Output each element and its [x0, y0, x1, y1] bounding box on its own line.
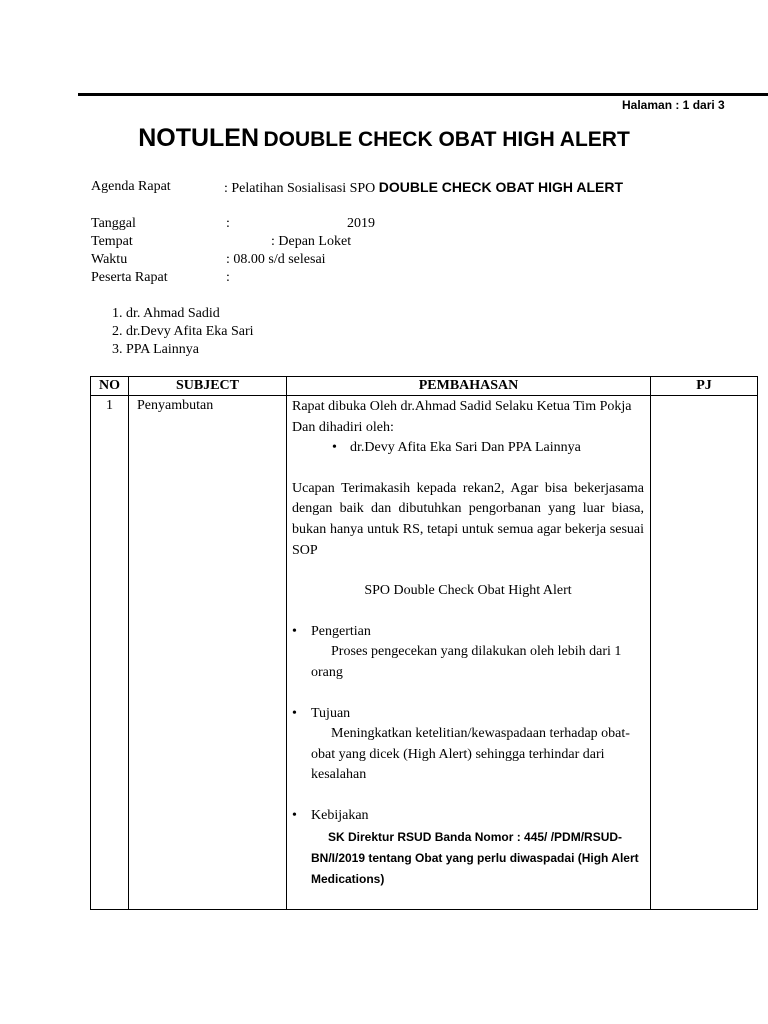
participant-item: 3. PPA Lainnya: [112, 342, 199, 357]
title-lead: NOTULEN: [138, 124, 260, 152]
peserta-colon: :: [226, 270, 230, 285]
header-pembahasan: PEMBAHASAN: [287, 377, 651, 396]
tanggal-value: 2019: [347, 216, 375, 231]
tempat-label: Tempat: [91, 234, 133, 249]
attendees-bullet: • dr.Devy Afita Eka Sari Dan PPA Lainnya: [292, 438, 644, 459]
table-row: [91, 396, 758, 910]
tempat-value: : Depan Loket: [271, 234, 352, 249]
agenda-value: : Pelatihan Sosialisasi SPO: [224, 181, 376, 196]
minutes-table: [90, 376, 758, 910]
header-pj: PJ: [651, 377, 758, 396]
title-rest: DOUBLE CHECK OBAT HIGH ALERT: [263, 128, 630, 151]
row-pj: [651, 396, 758, 910]
agenda-label: Agenda Rapat: [91, 179, 171, 194]
tanggal-colon: :: [226, 216, 230, 231]
table-header-row: [91, 377, 758, 396]
tujuan-text: Meningkatkan ketelitian/kewaspadaan terhadap obat-obat yang dicek (High Alert) sehingga terhindar dari kesalahan: [311, 726, 630, 783]
tanggal-label: Tanggal: [91, 216, 136, 231]
waktu-value: : 08.00 s/d selesai: [226, 252, 326, 267]
participant-item: 1. dr. Ahmad Sadid: [112, 306, 220, 321]
row-no: 1: [91, 396, 129, 910]
thanks-text: Ucapan Terimakasih kepada rekan2, Agar bisa bekerjasama dengan baik dan dibutuhkan pengorbanan yang luar biasa, bukan hanya untuk RS, tetapi untuk semua agar bekerja sesuai SOP: [292, 480, 644, 558]
page-number: Halaman : 1 dari 3: [622, 98, 725, 112]
header-rule: [78, 93, 768, 96]
waktu-label: Waktu: [91, 252, 128, 267]
kebijakan-label: • Kebijakan: [292, 806, 644, 827]
participant-list: [112, 305, 254, 359]
header-subject: SUBJECT: [129, 377, 287, 396]
participant-item: 2. dr.Devy Afita Eka Sari: [112, 324, 254, 339]
tujuan-label: • Tujuan: [292, 704, 644, 725]
row-subject: Penyambutan: [129, 396, 287, 910]
agenda-value-bold: DOUBLE CHECK OBAT HIGH ALERT: [378, 179, 624, 195]
pengertian-text: Proses pengecekan yang dilakukan oleh lebih dari 1 orang: [311, 644, 622, 680]
row-pembahasan: [287, 396, 651, 910]
header-no: NO: [91, 377, 129, 396]
peserta-label: Peserta Rapat: [91, 270, 168, 285]
spo-heading: SPO Double Check Obat Hight Alert: [364, 583, 572, 599]
attended-intro: Dan dihadiri oleh:: [292, 419, 394, 435]
opening-text: Rapat dibuka Oleh dr.Ahmad Sadid Selaku Ketua Tim Pokja: [292, 399, 632, 414]
kebijakan-text: SK Direktur RSUD Banda Nomor : 445/ /PDM/RSUD-BN/I/2019 tentang Obat yang perlu diwaspadai (High Alert Medications): [311, 829, 639, 886]
pengertian-label: • Pengertian: [292, 622, 644, 643]
document-title: [0, 124, 768, 153]
